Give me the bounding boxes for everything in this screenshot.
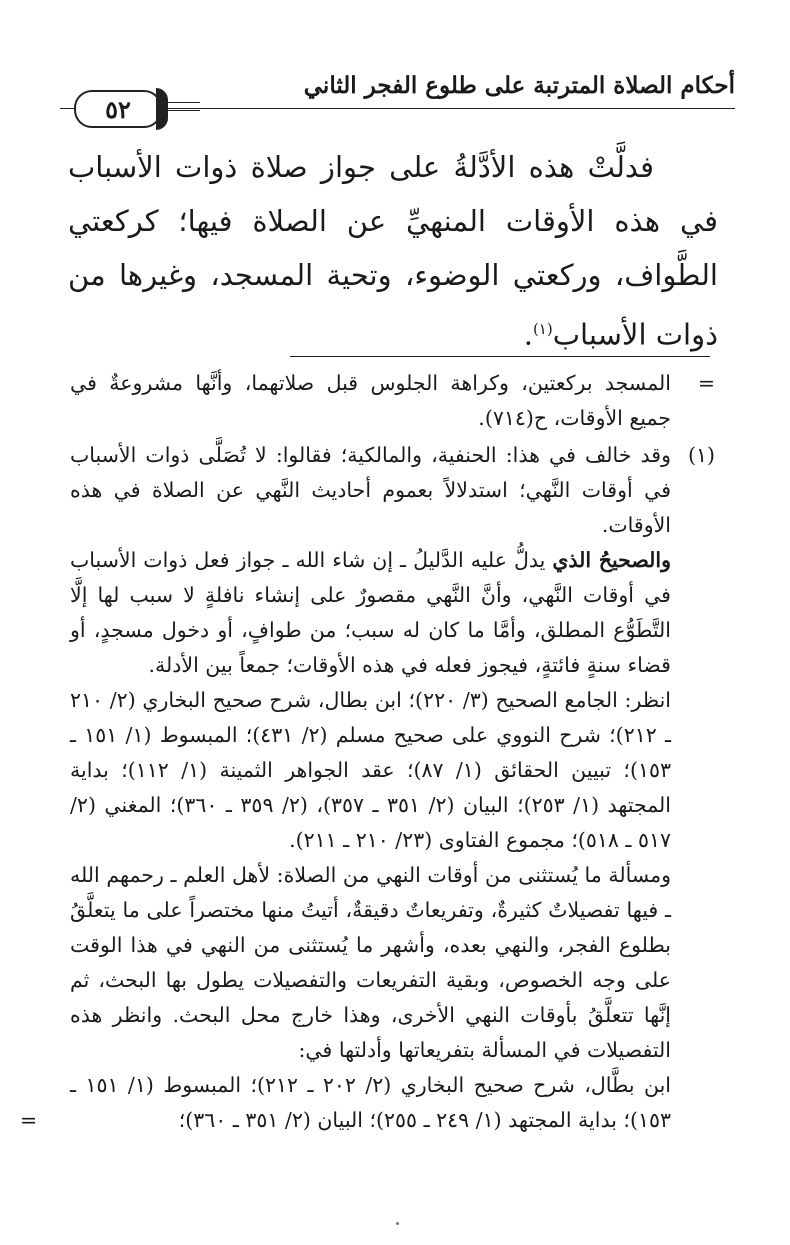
footnote-1-paragraph-4: ومسألة ما يُستثنى من أوقات النهي من الصلاة: لأهل العلم ـ رحمهم الله ـ فيها تفصيلاتٌ كثيرةٌ، وتفريعاتٌ دقيقةٌ، أتيتُ منها مختصراً على ما يتعلَّقُ بطلوع الفجر، والنهي بعده، وأشهر ما يُستثنى من النهي في هذا الوقت على وجه الخصوص، وبقية التفريعات والتفصيلات يطول بها البحث، ثم إنَّها تتعلَّقُ بأوقات النهي الأخرى، وهذا خارج محل البحث. وانظر هذه التفصيلات في المسألة بتفريعاتها وأدلتها في:	[70, 863, 671, 1062]
continuation-mark: =	[697, 371, 715, 395]
footnotes	[20, 366, 715, 1140]
footnote-1-paragraph-2: والصحيحُ الذي يدلُّ عليه الدَّليلُ ـ إن شاء الله ـ جواز فعل ذوات الأسباب في أوقات النَّهي، وأنَّ النَّهي مقصورٌ على إنشاء نافلةٍ لا سبب لها إلَّا التَّطَوُّع المطلق، وأمَّا ما كان له سبب؛ من طوافٍ، أو دخول مسجدٍ، أو قضاء سنةٍ فائتةٍ، فيجوز فعله في هذه الأوقات؛ جمعاً بين الأدلة.	[70, 548, 671, 677]
main-text	[68, 140, 718, 362]
footnote-separator	[290, 356, 710, 357]
footnote-1-mark: (١)	[687, 443, 715, 467]
footnote-1	[20, 438, 715, 1138]
main-paragraph: فدلَّتْ هذه الأدَّلةُ على جواز صلاة ذوات الأسباب في هذه الأوقات المنهيِّ عن الصلاة فيها؛ كركعتي الطَّواف، وركعتي الوضوء، وتحية المسجد، وغيرها من ذوات الأسباب$^{(١)}$.	[68, 150, 718, 352]
running-title: أحكام الصلاة المترتبة على طلوع الفجر الثاني	[303, 72, 735, 99]
page-number-cap	[156, 88, 168, 130]
page-number-badge	[74, 90, 162, 128]
footnote-1-paragraph-1: وقد خالف في هذا: الحنفية، والمالكية؛ فقالوا: لا تُصَلَّى ذوات الأسباب في أوقات النَّهي؛ استدلالاً بعموم أحاديث النَّهي عن الصلاة في هذه الأوقات.	[70, 443, 671, 537]
footnote-reference: (١)	[532, 320, 553, 338]
page-number: ٥٢	[105, 94, 131, 124]
continues-mark: =	[20, 1108, 38, 1132]
footnote-continuation: = المسجد بركعتين، وكراهة الجلوس قبل صلاتهما، وأنَّها مشروعةٌ في جميع الأوقات، ح(٧١٤).	[70, 366, 715, 436]
footnote-1-references: انظر: الجامع الصحيح (٣/ ٢٢٠)؛ ابن بطال، شرح صحيح البخاري (٢/ ٢١٠ ـ ٢١٢)؛ شرح النووي على صحيح مسلم (٢/ ٤٣١)؛ المبسوط (١/ ١٥١ ـ ١٥٣)؛ تبيين الحقائق (١/ ٨٧)؛ عقد الجواهر الثمينة (١/ ١١٢)؛ بداية المجتهد (١/ ٢٥٣)؛ البيان (٢/ ٣٥١ ـ ٣٥٧)، (٢/ ٣٥٩ ـ ٣٦٠)؛ المغني (٢/ ٥١٧ ـ ٥١٨)؛ مجموع الفتاوى (٢٣/ ٢١٠ ـ ٢١١).	[70, 688, 671, 852]
footnote-1-paragraph-5: ابن بطَّال، شرح صحيح البخاري (٢/ ٢٠٢ ـ ٢١٢)؛ المبسوط (١/ ١٥١ ـ ١٥٣)؛ بداية المجتهد (١/ ٢٤٩ ـ ٢٥٥)؛ البيان (٢/ ٣٥١ ـ ٣٦٠)؛ =	[70, 1068, 671, 1138]
page-dot	[396, 1222, 399, 1225]
running-header	[60, 72, 735, 128]
